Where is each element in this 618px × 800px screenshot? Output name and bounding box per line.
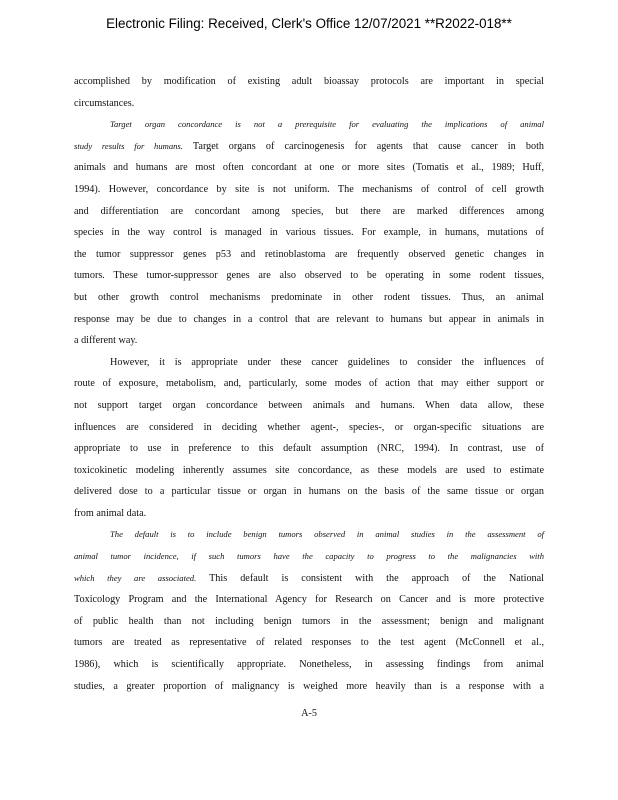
text-line: circumstances. (74, 97, 135, 109)
text-line: from animal data. (74, 507, 147, 519)
text-line: Toxicology Program and the International Agency for Research on Cancer and is more protective (74, 594, 544, 606)
italic-heading-line: Target organ concordance is not a prerequisite for evaluating the implications of animal (110, 119, 544, 130)
text-line: a different way. (74, 335, 138, 347)
text-line: appropriate to use in preference to this default assumption (NRC, 1994). In contrast, use of (74, 443, 544, 455)
text-line: species in the way control is managed in various tissues. For example, in humans, mutations of (74, 227, 544, 239)
text-run: Target organs of carcinogenesis for agents that cause cancer in both (192, 140, 545, 152)
italic-heading-text: study results for humans. (74, 140, 183, 151)
text-line: accomplished by modification of existing adult bioassay protocols are important in special (74, 76, 544, 87)
page-number: A-5 (301, 708, 317, 719)
text-line: 1994). However, concordance by site is not uniform. The mechanisms of control of cell growth (74, 183, 544, 195)
italic-heading-text: which they are associated. (74, 572, 197, 583)
text-line: 1986), which is scientifically appropriate. Nonetheless, in assessing findings from animal (74, 659, 544, 671)
text-line (74, 568, 544, 590)
text-line: not support target organ concordance between animals and humans. When data allow, these (74, 399, 544, 411)
italic-heading-line: animal tumor incidence, if such tumors have the capacity to progress to the malignancies with (74, 551, 544, 562)
text-line: tumors are treated as representative of related responses to the test agent (McConnell et al., (74, 637, 544, 649)
text-line: but other growth control mechanisms predominate in other rodent tissues. Thus, an animal (74, 291, 544, 303)
text-line: animals and humans are most often concordant at one or more sites (Tomatis et al., 1989; Huff, (74, 162, 544, 174)
text-line: route of exposure, metabolism, and, particularly, some modes of action that may either support or (74, 378, 544, 390)
filing-stamp-header: Electronic Filing: Received, Clerk's Office 12/07/2021 **R2022-018** (106, 16, 512, 31)
text-run: This default is consistent with the approach of the National (209, 572, 544, 584)
text-line: and differentiation are concordant among species, but there are marked differences among (74, 205, 544, 217)
text-line: the tumor suppressor genes p53 and retinoblastoma are frequently observed genetic changes in (74, 248, 544, 260)
text-line: tumors. These tumor-suppressor genes are also observed to be operating in some rodent tissues, (74, 270, 544, 282)
italic-heading-line: The default is to include benign tumors observed in animal studies in the assessment of (110, 529, 544, 540)
text-line: studies, a greater proportion of malignancy is weighed more heavily than is a response with a (74, 680, 544, 692)
text-line: However, it is appropriate under these cancer guidelines to consider the influences of (110, 356, 544, 368)
text-line: influences are considered in deciding whether agent-, species-, or organ-specific situations are (74, 421, 544, 433)
document-body (74, 71, 544, 697)
text-line: response may be due to changes in a control that are relevant to humans but appear in animals in (74, 313, 544, 325)
text-line: delivered dose to a particular tissue or organ in humans on the basis of the same tissue or organ (74, 486, 544, 498)
text-line: of public health than not including benign tumors in the assessment; benign and malignant (74, 615, 544, 627)
text-line: toxicokinetic modeling inherently assumes site concordance, as these models are used to estimate (74, 464, 544, 476)
text-line (74, 136, 544, 158)
